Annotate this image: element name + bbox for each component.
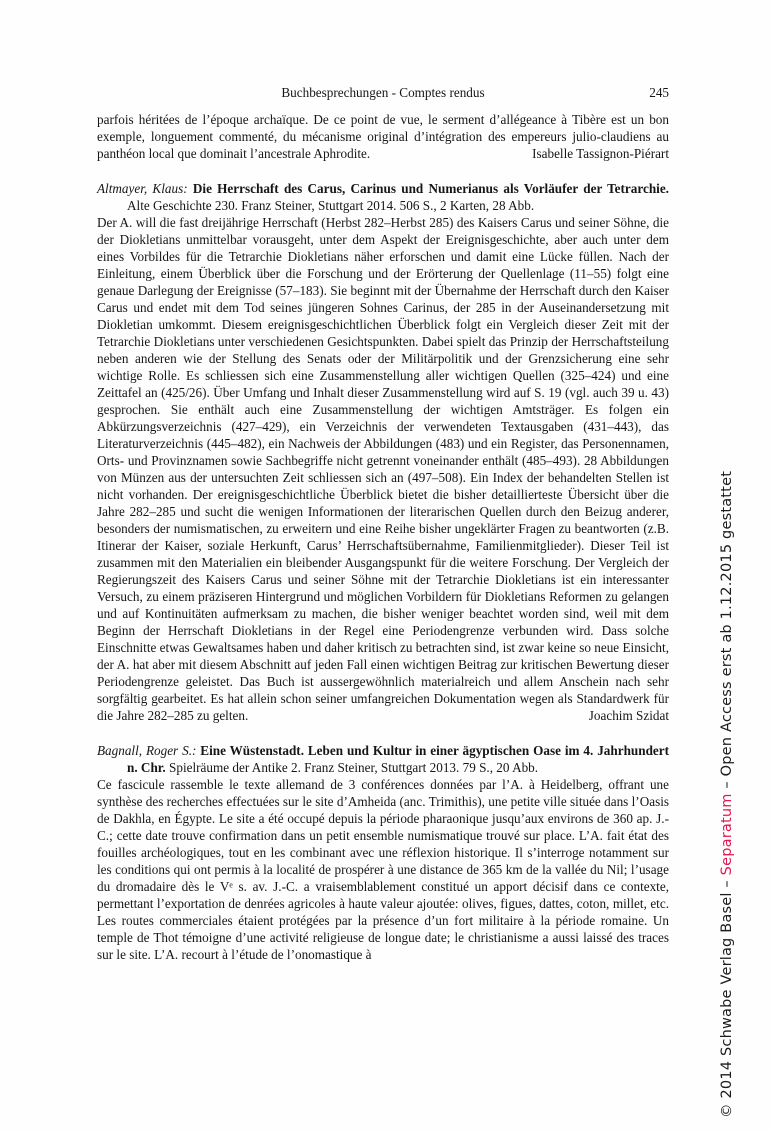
review-author: Altmayer, Klaus: bbox=[97, 181, 188, 196]
content-column bbox=[97, 84, 669, 963]
review-bagnall-body bbox=[97, 776, 669, 963]
review-altmayer-body bbox=[97, 214, 669, 724]
review-body-text: Ce fascicule rassemble le texte allemand de 3 conférences données par l’A. à Heidelberg, offrant une synthèse des recherches effectuées sur le site d’Amheida (anc. Trimithis), une petite ville située dans l’Oasis de Dakhla, en Égypte. Le site a été occupé depuis la période pharaonique jusqu’aux environs de 360 ap. J.-C.; cette date trouve confirmation dans un petit ensemble numismatique trouvé sur place. L’A. fait état des fouilles archéologiques, tout en les combinant avec une réflexion historique. Il s’interroge notamment sur les conditions qui ont permis à la localité de prospérer à une distance de 365 km de la vallée du Nil; l’usage du dromadaire dès le Vᵉ s. av. J.-C. a vraisemblablement constitué un apport décisif dans ce contexte, permettant l’exportation de denrées agricoles à haute valeur ajoutée: olives, figues, dattes, coton, millet, etc. Les routes commerciales étaient protégées par la présence d’un fort militaire à la période romaine. Un temple de Thot témoigne d’une activité religieuse de longue date; le christianisme a aussi laissé des traces sur le site. L’A. recourt à l’étude de l’onomastique à bbox=[97, 777, 669, 962]
review-title: Eine Wüstenstadt. Leben und Kultur in einer ägyptischen Oase im 4. Jahrhundert n. Chr. bbox=[127, 743, 669, 775]
review-author: Bagnall, Roger S.: bbox=[97, 743, 197, 758]
review-title: Die Herrschaft des Carus, Carinus und Numerianus als Vorläufer der Tetrarchie. bbox=[192, 181, 669, 196]
spine-imprint bbox=[719, 470, 737, 1118]
reviewer-signature: Joachim Szidat bbox=[588, 708, 669, 723]
intro-reviewer-signature: Isabelle Tassignon-Piérart bbox=[532, 146, 669, 161]
review-bagnall-heading bbox=[97, 742, 669, 776]
running-header-title: Buchbesprechungen - Comptes rendus bbox=[281, 85, 485, 100]
spine-open-access-note: – Open Access erst ab 1.12.2015 gestattet bbox=[719, 470, 735, 794]
review-body-text: Der A. will die fast dreijährige Herrschaft (Herbst 282–Herbst 285) des Kaisers Carus und seiner Söhne, die der Diokletians unmittelbar vorausgeht, unter dem Aspekt der Ereignisgeschichte, aber auch unter dem eines Vorbildes für die Tetrarchie Diokletians näher erforschen und damit eine Lücke füllen. Nach der Einleitung, einem Überblick über die Forschung und der Erörterung der Quellenlage (11–55) folgt eine genaue Darlegung der Ereignisse (57–183). Sie beginnt mit der Übernahme der Herrschaft durch den Kaiser Carus und endet mit dem Tod seines jüngeren Sohnes Carinus, der 285 in der Auseinandersetzung mit Diokletian umkommt. Diesem ereignisgeschichtlichen Überblick folgt ein Vergleich dieser Zeit mit der Tetrarchie Diokletians unter verschiedenen Gesichtspunkten. Dabei spielt das Prinzip der Herrschaftsteilung neben anderen wie der Stellung des Senats oder der Militärpolitik und der Grenzsicherung eine sehr wichtige Rolle. Es schliessen sich eine Zusammenstellung aller wichtigen Quellen (325–424) und eine Zeittafel an (425/26). Über Umfang und Inhalt dieser Zusammenstellung wird auf S. 19 (vgl. auch 39 u. 43) gesprochen. Sie enthält auch eine Zusammenstellung der wichtigen Amtsträger. Es folgen ein Abkürzungsverzeichnis (427–429), ein Verzeichnis der verwendeten Textausgaben (431–443), das Literaturverzeichnis (445–482), ein Nachweis der Abbildungen (483) und ein Register, das Personennamen, Orts- und Provinznamen sowie Sachbegriffe nicht getrennt voneinander enthält (485–493). 28 Abbildungen von Münzen aus der untersuchten Zeit schliessen sich an (497–508). Ein Index der behandelten Stellen ist nicht vorhanden. Der ereignisgeschichtliche Überblick bietet die bisher detaillierteste Übersicht über die Jahre 282–285 und sucht die wenigen Informationen der literarischen Quellen durch den Beizug anderer, besonders der numismatischen, zu erweitern und eine Reihe bisher ungeklärter Fragen zu beantworten (z.B. Itinerar der Kaiser, soziale Herkunft, Carus’ Herrschaftsübernahme, Familienmitglieder). Dieser Teil ist zusammen mit den Materialien ein bleibender Ausgangspunkt für die weitere Forschung. Der Vergleich der Regierungszeit des Kaisers Carus und seiner Söhne mit der Tetrarchie Diokletians ist ein interessanter Versuch, zu einem präziseren Hintergrund und möglichen Vorbildern für Diokletians Reformen zu gelangen und auf Kontinuitäten aufmerksam zu machen, die bisher weniger beachtet worden sind, weil mit dem Beginn der Herrschaft Diokletians in der Regel eine Periodengrenze verbunden wird. Dass solche Einschnitte etwas Gewaltsames haben und daher kritisch zu betrachten sind, ist zwar keine so neue Einsicht, der A. hat aber mit diesem Abschnitt auf jeden Fall einen wichtigen Beitrag zur kritischen Bewertung dieser Periodengrenze geleistet. Das Buch ist aussergewöhnlich materialreich und allem Anschein nach sehr sorgfältig gearbeitet. Es hat allein schon seiner umfangreichen Dokumentation wegen als Standardwerk für die Jahre 282–285 zu gelten. bbox=[97, 215, 669, 723]
page-number: 245 bbox=[649, 85, 669, 100]
intro-paragraph bbox=[97, 111, 669, 162]
review-altmayer bbox=[97, 180, 669, 724]
spine-copyright: © 2014 Schwabe Verlag Basel – bbox=[719, 875, 735, 1118]
review-altmayer-heading bbox=[97, 180, 669, 214]
review-imprint: Spielräume der Antike 2. Franz Steiner, Stuttgart 2013. 79 S., 20 Abb. bbox=[169, 760, 539, 775]
running-header bbox=[97, 84, 669, 101]
spine-separatum-label: Separatum bbox=[719, 793, 735, 876]
review-bagnall bbox=[97, 742, 669, 963]
review-imprint: Alte Geschichte 230. Franz Steiner, Stuttgart 2014. 506 S., 2 Karten, 28 Abb. bbox=[127, 198, 535, 213]
intro-text: parfois héritées de l’époque archaïque. De ce point de vue, le serment d’allégeance à Tibère est un bon exemple, longuement commenté, du mécanisme original d’intégration des empereurs julio-claudiens au panthéon local que dominait l’ancestrale Aphrodite. bbox=[97, 112, 669, 161]
